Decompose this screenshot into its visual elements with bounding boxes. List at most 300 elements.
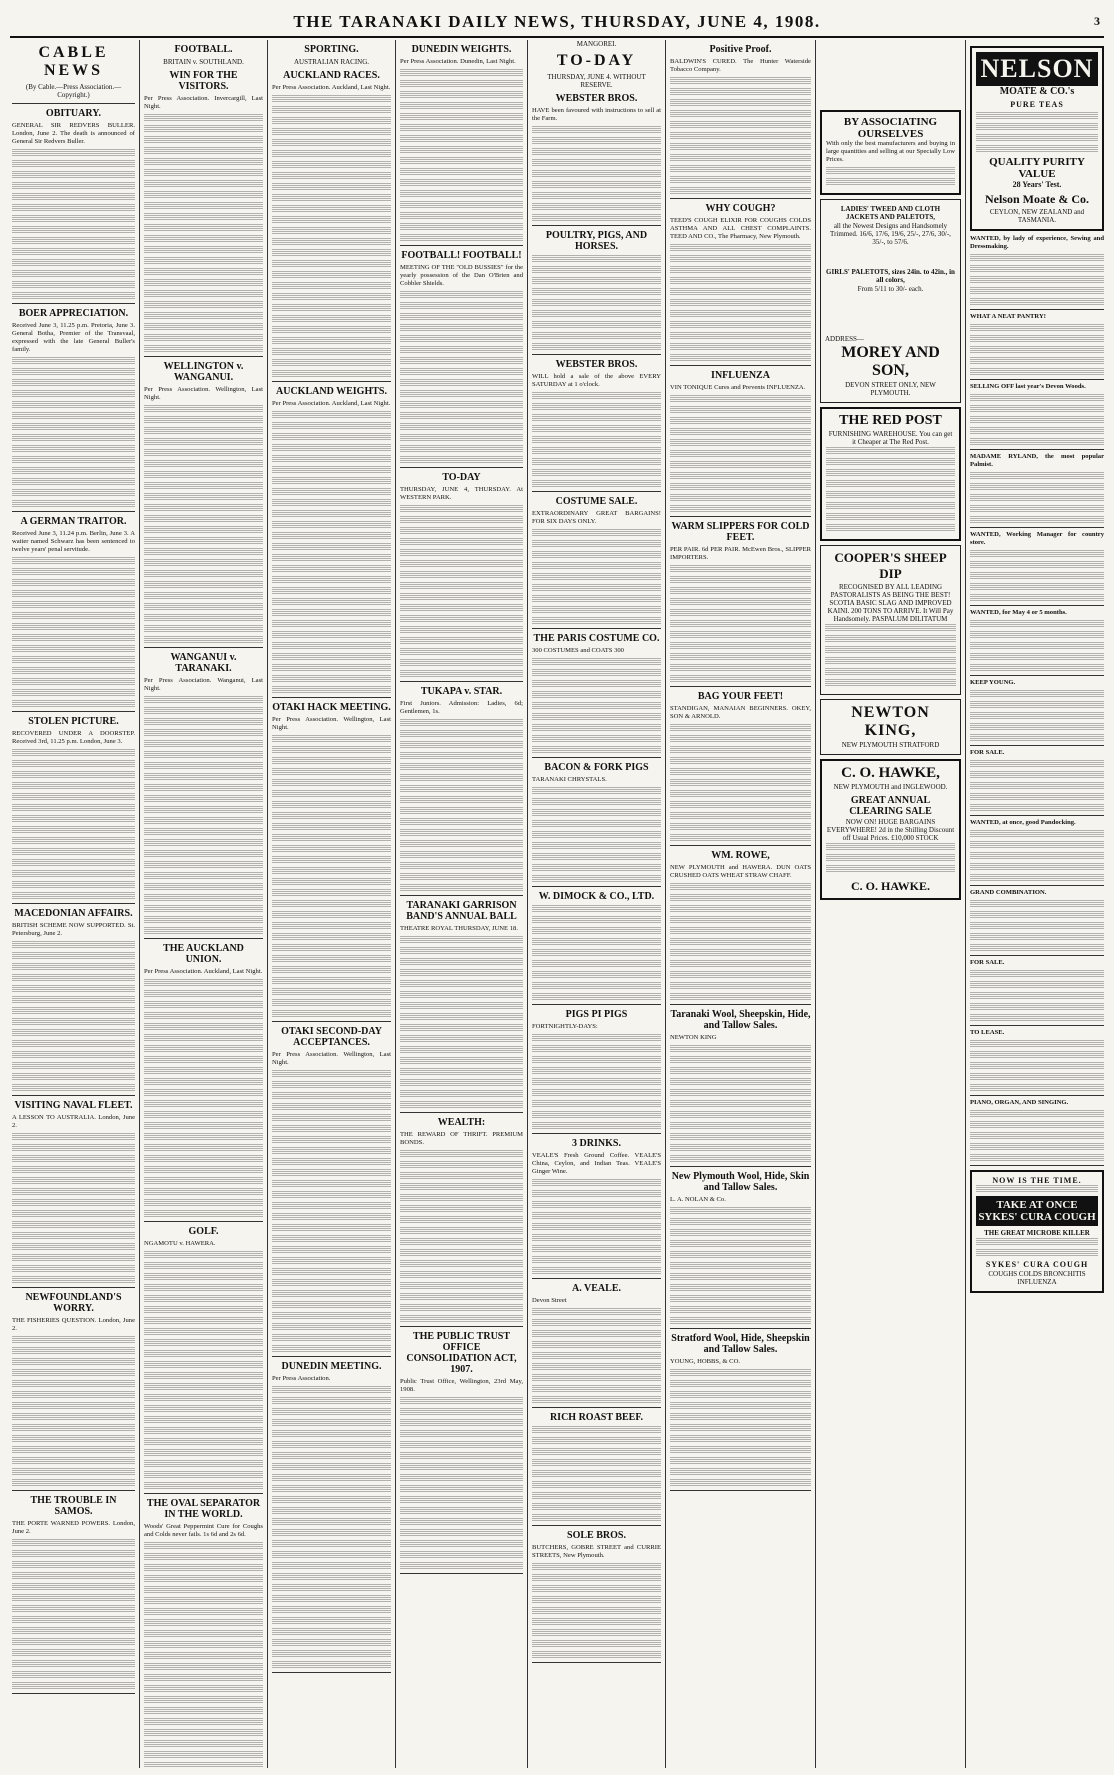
text-lines [12,1210,135,1218]
text-lines [144,1100,263,1108]
section-text: PER PAIR. 6d PER PAIR. McEwen Bros., SLIPPER IMPORTERS. [670,546,811,561]
text-lines [12,357,135,365]
text-lines [532,1308,661,1316]
text-lines [272,1213,391,1221]
text-lines [970,723,1104,731]
text-lines [400,1441,523,1449]
text-lines [272,1386,391,1394]
text-lines [400,659,523,667]
text-lines [12,1446,135,1454]
text-lines [144,279,263,287]
text-lines [144,235,263,243]
section-heading: DUNEDIN WEIGHTS. [411,44,512,55]
text-lines [532,1481,661,1489]
text-lines [272,1595,391,1603]
text-lines [400,1150,523,1158]
text-lines [12,634,135,642]
text-lines [12,815,135,823]
text-lines [970,416,1104,424]
text-lines [144,1641,263,1649]
text-lines [670,1262,811,1270]
text-lines [12,1561,135,1569]
text-lines [400,1024,523,1032]
text-lines [670,343,811,351]
text-lines [144,1056,263,1064]
text-lines [12,1265,135,1273]
text-lines [970,494,1104,502]
text-lines [532,1374,661,1382]
text-lines [12,1605,135,1613]
football-heading: FOOTBALL. [174,44,233,55]
text-lines [144,1608,263,1616]
text-lines [970,734,1104,742]
text-lines [12,281,135,289]
text-lines [12,557,135,565]
text-lines [532,1122,661,1130]
text-lines [144,1619,263,1627]
text-lines [12,1062,135,1070]
text-lines [272,521,391,529]
divider [670,845,811,846]
text-lines [532,480,661,488]
clearing-sale-text: NOW ON! HUGE BARGAINS EVERYWHERE! 2d in the Shilling Discount off Usual Prices. £10,000 STOCK [826,818,955,842]
text-lines [970,841,1104,849]
text-lines [272,1496,391,1504]
section-text: Received June 3, 11.24 p.m. Berlin, June 3. A waiter named Schwarz has been sentenced to twelve years' penal servitude. [12,530,135,553]
text-lines [12,1199,135,1207]
text-lines [144,1155,263,1163]
text-lines [144,603,263,611]
text-lines [670,132,811,140]
text-lines [272,1441,391,1449]
section-text: Per Press Association. Wellington, Last Night. [272,1051,391,1066]
text-lines [670,1100,811,1108]
text-lines [144,1482,263,1490]
text-lines [400,234,523,242]
text-lines [272,620,391,628]
text-lines [670,982,811,990]
text-lines [144,482,263,490]
text-lines [970,298,1104,306]
text-lines [272,790,391,798]
text-lines [670,439,811,447]
text-lines [400,1183,523,1191]
text-lines [272,1540,391,1548]
text-lines [144,1718,263,1726]
section-heading: New Plymouth Wool, Hide, Skin and Tallow Sales. [671,1171,810,1193]
text-lines [400,357,523,365]
section-heading: AUCKLAND RACES. [283,70,380,81]
text-lines [532,735,661,743]
text-lines [144,136,263,144]
text-lines [532,469,661,477]
section-heading: Positive Proof. [709,44,772,55]
text-lines [670,1045,811,1053]
text-lines [970,900,1104,908]
divider [144,1493,263,1494]
text-lines [272,779,391,787]
text-lines [400,69,523,77]
text-lines [970,254,1104,262]
text-lines [12,1232,135,1240]
divider [670,1004,811,1005]
divider [400,1573,523,1574]
section-text: BRITISH SCHEME NOW SUPPORTED. St. Petersburg, June 2. [12,922,135,937]
text-lines [970,1110,1104,1118]
text-lines [400,324,523,332]
text-lines [532,1179,661,1187]
text-lines [400,1227,523,1235]
text-lines [272,326,391,334]
section-heading: OTAKI HACK MEETING. [272,702,391,713]
divider [970,675,1104,676]
text-lines [12,1468,135,1476]
text-lines [272,532,391,540]
section-text: VEALE'S Fresh Ground Coffee. VEALE'S China, Ceylon, and Indian Teas. VEALE'S Ginger Wine. [532,1152,661,1175]
text-lines [12,996,135,1004]
text-lines [670,1457,811,1465]
text-lines [12,171,135,179]
sykes-tag: SYKES' CURA COUGH [985,1260,1089,1269]
text-lines [400,390,523,398]
text-lines [12,1638,135,1646]
text-lines [12,259,135,267]
text-lines [144,1663,263,1671]
classified-ad: WHAT A NEAT PANTRY! [970,313,1046,320]
morey-heading: MOREY AND SON, [841,344,940,379]
divider [970,885,1104,886]
text-lines [400,80,523,88]
text-lines [670,428,811,436]
divider [272,1021,391,1022]
text-lines [12,612,135,620]
text-lines [670,1295,811,1303]
text-lines [144,1740,263,1748]
section-heading: DUNEDIN MEETING. [281,1361,382,1372]
section-text: Per Press Association. [272,1375,331,1382]
text-lines [970,771,1104,779]
text-lines [670,1424,811,1432]
text-lines [670,768,811,776]
text-lines [400,958,523,966]
section-heading: THE AUCKLAND UNION. [163,943,244,965]
text-lines [970,1084,1104,1092]
text-lines [670,675,811,683]
text-lines [970,1121,1104,1129]
text-lines [670,110,811,118]
divider [670,365,811,366]
text-lines [400,1282,523,1290]
text-lines [12,1155,135,1163]
text-lines [144,1372,263,1380]
text-lines [670,642,811,650]
text-lines [12,1144,135,1152]
text-lines [12,401,135,409]
text-lines [272,1125,391,1133]
text-lines [670,121,811,129]
text-lines [532,447,661,455]
text-lines [670,143,811,151]
text-lines [400,807,523,815]
text-lines [670,834,811,842]
text-lines [272,477,391,485]
text-lines [400,401,523,409]
text-lines [400,212,523,220]
text-lines [272,95,391,103]
text-lines [532,1437,661,1445]
section-text: A LESSON TO AUSTRALIA. London, June 2. [12,1114,135,1129]
text-lines [144,1034,263,1042]
text-lines [400,1430,523,1438]
section-text: VIN TONIQUE Cures and Prevents INFLUENZA. [670,384,806,391]
text-lines [272,988,391,996]
text-lines [532,1448,661,1456]
text-lines [144,773,263,781]
text-lines [670,779,811,787]
text-lines [272,1257,391,1265]
text-lines [12,1018,135,1026]
text-lines [272,1235,391,1243]
section-heading: TUKAPA v. STAR. [420,686,503,697]
text-lines [400,980,523,988]
text-lines [400,291,523,299]
text-lines [670,598,811,606]
text-lines [272,1147,391,1155]
section-text: THE REWARD OF THRIFT. PREMIUM BONDS. [400,1131,523,1146]
text-lines [144,1078,263,1086]
text-lines [970,368,1104,376]
text-lines [272,128,391,136]
text-lines [532,1396,661,1404]
text-lines [970,572,1104,580]
section-heading: OTAKI SECOND-DAY ACCEPTANCES. [281,1026,382,1048]
text-lines [400,1474,523,1482]
sykes-top: NOW IS THE TIME. [992,1176,1082,1185]
text-lines [670,565,811,573]
section-text: Public Trust Office, Wellington, 23rd May, 1908. [400,1378,523,1393]
text-lines [144,1707,263,1715]
text-lines [272,1452,391,1460]
text-lines [400,1101,523,1109]
text-lines [970,1051,1104,1059]
text-lines [532,798,661,806]
text-lines [272,1345,391,1353]
text-lines [272,642,391,650]
text-lines [670,823,811,831]
section-text: TARANAKI CHRYSTALS. [532,776,607,783]
text-lines [670,801,811,809]
text-lines [532,1245,661,1253]
divider [970,449,1104,450]
text-lines [670,1273,811,1281]
text-lines [532,831,661,839]
text-lines [12,678,135,686]
text-lines [532,1503,661,1511]
text-lines [12,204,135,212]
text-lines [272,205,391,213]
text-lines [144,1166,263,1174]
text-lines [670,494,811,502]
section-text: Per Press Association. Invercargill, Last Night. [144,95,263,110]
text-lines [144,1284,263,1292]
text-lines [670,406,811,414]
text-lines [532,1492,661,1500]
text-lines [144,828,263,836]
text-lines [144,191,263,199]
text-lines [272,1180,391,1188]
section-heading: WEBSTER BROS. [555,359,638,370]
text-lines [400,1540,523,1548]
text-lines [272,823,391,831]
text-lines [532,458,661,466]
text-lines [272,1202,391,1210]
newton-king-places: NEW PLYMOUTH STRATFORD [841,741,940,749]
coopers-text: RECOGNISED BY ALL LEADING PASTORALISTS AS BEING THE BEST! SCOTIA BASIC SLAG AND IMPROVED KAINI. 200 TONS TO ARRIVE. It Will Pay Handsomely. PASPALUM DILITATUM [827,583,954,623]
section-heading: Taranaki Wool, Sheepskin, Hide, and Tallow Sales. [670,1009,811,1031]
text-lines [400,1172,523,1180]
section-text: Per Press Association. Wellington, Last Night. [272,716,391,731]
text-lines [670,724,811,732]
text-lines [144,1317,263,1325]
text-lines [400,1485,523,1493]
divider [970,1025,1104,1026]
text-lines [12,1671,135,1679]
column-shop-ads [666,40,816,1768]
text-lines [532,1078,661,1086]
text-lines [670,1155,811,1163]
text-lines [400,991,523,999]
text-lines [532,938,661,946]
text-lines [144,581,263,589]
text-lines [12,689,135,697]
text-lines [970,922,1104,930]
text-lines [272,1334,391,1342]
section-text: MEETING OF THE "OLD BUSSIES" for the yearly possession of the Dan O'Brien and Cobbler Shields. [400,264,523,287]
text-lines [12,1133,135,1141]
text-lines [670,1133,811,1141]
text-lines [970,981,1104,989]
text-lines [272,675,391,683]
text-lines [144,1350,263,1358]
text-lines [670,916,811,924]
text-lines [400,379,523,387]
text-lines [400,626,523,634]
text-lines [144,1751,263,1759]
section-heading: GOLF. [188,1226,219,1237]
text-lines [532,299,661,307]
sykes-foot: COUGHS COLDS BRONCHITIS INFLUENZA [988,1270,1086,1286]
text-lines [970,782,1104,790]
cable-news-heading: CABLE NEWS [38,44,109,79]
text-lines [12,941,135,949]
classified-ad: FOR SALE. [970,959,1005,966]
text-lines [144,460,263,468]
text-lines [400,91,523,99]
text-lines [670,1446,811,1454]
text-lines [532,1234,661,1242]
text-lines [532,1563,661,1571]
text-lines [400,423,523,431]
text-lines [532,669,661,677]
text-lines [532,584,661,592]
text-lines [272,1463,391,1471]
section-text: TEED'S COUGH ELIXIR FOR COUGHS COLDS ASTHMA AND ALL CHEST COMPLAINTS. TEED AND CO., The Pharmacy, New Plymouth. [670,217,811,240]
text-lines [532,1607,661,1615]
cable-news-credit: (By Cable.—Press Association.—Copyright.) [25,83,122,99]
text-lines [272,1268,391,1276]
text-lines [400,1408,523,1416]
text-lines [670,1479,811,1487]
text-lines [144,1405,263,1413]
divider [144,938,263,939]
divider [532,354,661,355]
text-lines [400,840,523,848]
text-lines [670,88,811,96]
text-lines [272,598,391,606]
text-lines [400,1249,523,1257]
classified-ad: PIANO, ORGAN, AND SINGING. [970,1099,1069,1106]
text-lines [12,963,135,971]
text-lines [670,1284,811,1292]
text-lines [12,1276,135,1284]
text-lines [670,1369,811,1377]
text-lines [144,1122,263,1130]
section-heading: WANGANUI v. TARANAKI. [170,652,237,674]
text-lines [970,631,1104,639]
text-lines [12,423,135,431]
text-lines [12,848,135,856]
text-lines [144,1012,263,1020]
text-lines [12,590,135,598]
text-lines [12,1413,135,1421]
text-lines [144,1762,263,1768]
text-lines [272,1419,391,1427]
text-lines [670,971,811,979]
text-lines [272,455,391,463]
text-lines [970,620,1104,628]
text-lines [670,609,811,617]
text-lines [272,161,391,169]
text-lines [12,1424,135,1432]
text-lines [532,595,661,603]
text-lines [12,1435,135,1443]
text-lines [272,554,391,562]
text-lines [400,434,523,442]
text-lines [400,1293,523,1301]
section-heading: THE OVAL SEPARATOR IN THE WORLD. [146,1498,261,1520]
text-lines [532,1330,661,1338]
text-lines [144,839,263,847]
text-lines [272,1301,391,1309]
text-lines [144,850,263,858]
text-lines [670,1207,811,1215]
text-lines [670,472,811,480]
text-lines [670,1078,811,1086]
text-lines [12,390,135,398]
text-lines [272,966,391,974]
sykes-logo: TAKE AT ONCE SYKES' CURA COUGH [976,1196,1098,1226]
text-lines [970,438,1104,446]
divider [670,1490,811,1491]
text-lines [12,1188,135,1196]
section-heading: PIGS PI PIGS [565,1009,628,1020]
text-lines [400,168,523,176]
text-lines [532,1089,661,1097]
text-lines [400,741,523,749]
text-lines [272,271,391,279]
text-lines [144,1438,263,1446]
text-lines [400,947,523,955]
